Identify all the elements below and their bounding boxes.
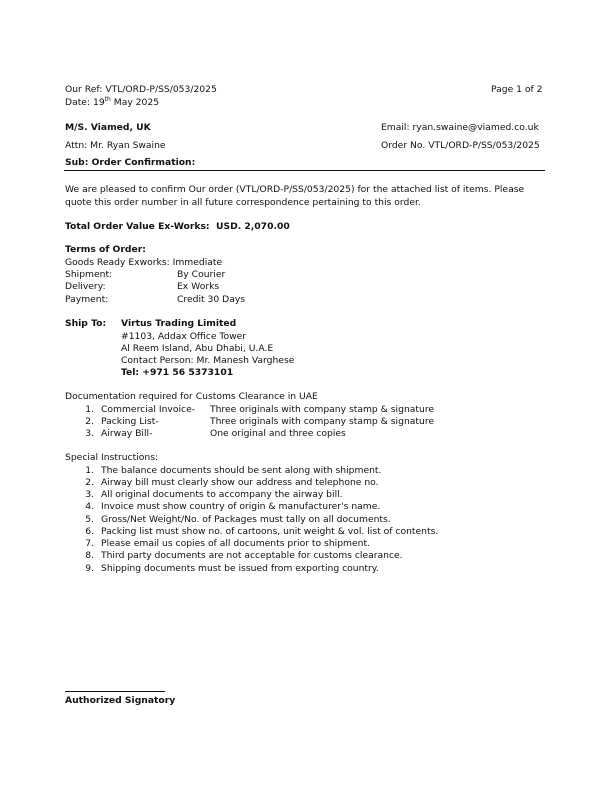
- intro-line-1: We are pleased to confirm Our order (VTL/ORD-P/SS/053/2025) for the attached list of items. Please: [65, 184, 525, 195]
- page-number: Page 1 of 2: [491, 84, 543, 95]
- terms-delivery-label: Delivery:: [65, 281, 106, 292]
- intro-line-2: quote this order number in all future correspondence pertaining to this order.: [65, 197, 421, 208]
- subject-line: Sub: Order Confirmation:: [65, 157, 196, 168]
- recipient-email: [381, 122, 539, 134]
- instruction-text: Packing list must show no. of cartoons, unit weight & vol. list of contents.: [101, 526, 439, 537]
- instruction-number: 6.: [85, 526, 94, 537]
- terms-payment-label: Payment:: [65, 294, 109, 305]
- doc-item-number: 1.: [85, 404, 94, 415]
- order-label: Order No.: [381, 140, 426, 151]
- instruction-text: Gross/Net Weight/No. of Packages must tally on all documents.: [101, 514, 391, 525]
- terms-heading: Terms of Order:: [65, 244, 146, 255]
- terms-delivery-value: Ex Works: [177, 281, 220, 292]
- doc-item-desc: Three originals with company stamp & signature: [210, 416, 435, 427]
- instruction-number: 1.: [85, 465, 94, 476]
- attn-value: Mr. Ryan Swaine: [90, 140, 166, 151]
- instruction-text: Please email us copies of all documents prior to shipment.: [101, 538, 370, 549]
- doc-item-desc: Three originals with company stamp & signature: [210, 404, 435, 415]
- instruction-number: 5.: [85, 514, 94, 525]
- order-number: [381, 140, 540, 152]
- instruction-text: All original documents to accompany the airway bill.: [101, 489, 343, 500]
- our-ref-value: VTL/ORD-P/SS/053/2025: [105, 84, 217, 95]
- instruction-number: 4.: [85, 501, 94, 512]
- attention-line: [65, 140, 166, 152]
- terms-goods-ready: Goods Ready Exworks: Immediate: [65, 257, 223, 268]
- instruction-text: Invoice must show country of origin & manufacturer's name.: [101, 501, 381, 512]
- ship-to-company: Virtus Trading Limited: [121, 318, 237, 329]
- date-suffix: th: [104, 95, 111, 103]
- date-label: Date:: [65, 97, 91, 108]
- doc-item-name: Packing List-: [101, 416, 159, 427]
- order-value: VTL/ORD-P/SS/053/2025: [428, 140, 540, 151]
- doc-item-desc: One original and three copies: [210, 428, 346, 439]
- ship-to-telephone: Tel: +971 56 5373101: [121, 367, 234, 378]
- attn-label: Attn:: [65, 140, 88, 151]
- doc-item-name: Airway Bill-: [101, 428, 153, 439]
- instruction-text: Airway bill must clearly show our address and telephone no.: [101, 477, 379, 488]
- our-ref-label: Our Ref:: [65, 84, 103, 95]
- date-day: 19: [92, 97, 105, 108]
- total-value: USD. 2,070.00: [216, 221, 290, 232]
- instruction-number: 3.: [85, 489, 94, 500]
- ship-to-address-2: Al Reem Island, Abu Dhabi, U.A.E: [121, 343, 274, 354]
- letter-date: [65, 97, 159, 109]
- recipient-company: M/S. Viamed, UK: [65, 122, 151, 133]
- terms-shipment-label: Shipment:: [65, 269, 113, 280]
- instruction-number: 2.: [85, 477, 94, 488]
- date-month-year: May 2025: [113, 97, 160, 108]
- instruction-number: 8.: [85, 550, 94, 561]
- total-label: Total Order Value Ex-Works:: [65, 221, 210, 232]
- ship-to-label: Ship To:: [65, 318, 107, 329]
- doc-item-number: 2.: [85, 416, 94, 427]
- instruction-text: Third party documents are not acceptable for customs clearance.: [101, 550, 403, 561]
- ship-to-contact: Contact Person: Mr. Manesh Varghese: [121, 355, 295, 366]
- authorized-signatory: Authorized Signatory: [65, 695, 176, 706]
- instruction-number: 7.: [85, 538, 94, 549]
- instruction-text: The balance documents should be sent along with shipment.: [101, 465, 382, 476]
- terms-payment-value: Credit 30 Days: [177, 294, 246, 305]
- instruction-number: 9.: [85, 563, 94, 574]
- subject-divider: [64, 170, 545, 171]
- terms-shipment-value: By Courier: [177, 269, 226, 280]
- special-instructions-heading: Special Instructions:: [65, 452, 159, 463]
- total-order-value: [65, 221, 290, 233]
- email-value[interactable]: ryan.swaine@viamed.co.uk: [412, 122, 539, 133]
- ship-to-address-1: #1103, Addax Office Tower: [121, 331, 247, 342]
- instruction-text: Shipping documents must be issued from exporting country.: [101, 563, 379, 574]
- signature-line: [65, 691, 165, 692]
- documentation-heading: Documentation required for Customs Clearance in UAE: [65, 391, 318, 402]
- our-reference: [65, 84, 217, 96]
- email-label: Email:: [381, 122, 410, 133]
- doc-item-number: 3.: [85, 428, 94, 439]
- doc-item-name: Commercial Invoice-: [101, 404, 196, 415]
